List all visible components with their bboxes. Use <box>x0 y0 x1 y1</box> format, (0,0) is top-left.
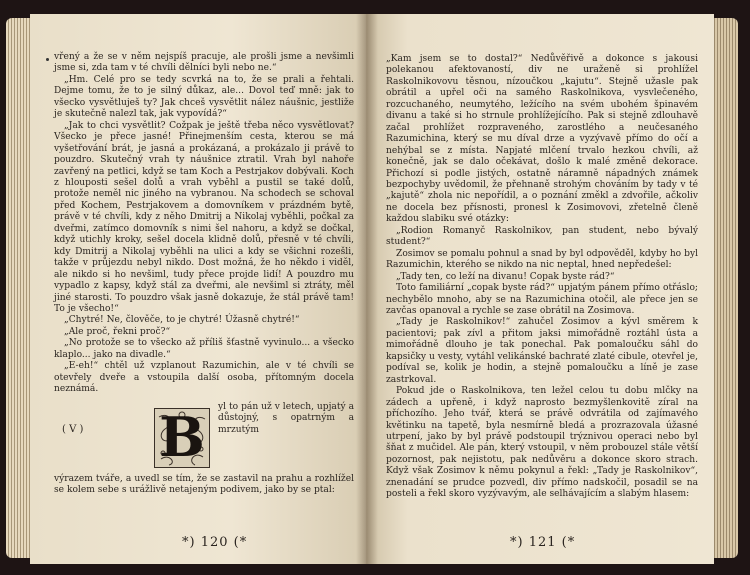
paragraph: „No protože se to všecko až příliš šťastně vyvinulo... a všecko klaplo... jako na divadle.“ <box>54 338 354 360</box>
paragraph: „Jak to chci vysvětlit? Cožpak je ještě třeba něco vysvětlovat? Všecko je přece jasné! Přinejmenším cesta, kterou se má vyšetřování brát, je jasná a prokázaná, a prokázalo ji právě to pouzdro. Skutečný vrah ty náušnice ztratil. Vrah byl nahoře zavřený na petlici, když se tam Koch a Pestrjakov dobývali. Koch z hlouposti sešel dolů a vrah vyběhl a pustil se také dolů, protože neměl nic jiného na vybranou. Na schodech se schoval před Kochem, Pestrjakovem a domovníkem v prázdném bytě, právě v té chvíli, kdy z něho Dmitrij a Nikolaj vyběhli, počkal za dveřmi, zatímco domovník s nimi šel nahoru, a když se dočkal, když utichly kroky, sešel docela klidně dolů, přesně v té chvíli, kdy Dmitrij a Nikolaj vyběhli na ulici a kdy se všichni rozešli, takže v průjezdu nebyl nikdo. Dost možná, že ho někdo i viděl, ale nikdo si ho nevšiml, tudy přece projde lidí! A pouzdro mu vypadlo z kapsy, když stál za dveřmi, ale nevšiml si ztráty, měl jiné starosti. To pouzdro však jasně dokazuje, že stál právě tam! To je všecho!“ <box>54 120 354 314</box>
paragraph: „Kam jsem se to dostal?“ Nedůvěřivě a dokonce s jakousi polekanou afektovaností, div ne uraženě si prohlížel Raskolnikovovu těsnou, nízoučkou „kajutu“. Stejně užasle pak obrátil a upřel oči na samého Raskolnikova, vysvlečeného, rozcuchaného, neumytého, ležícího na svém ubohém špinavém divanu a také si ho strnule prohlížejícího. Pak si stejně zdlouhavě začal prohlížet rozpraveného, zarostlého a neučesaného Razumichina, který se mu díval drze a vyzývavě přímo do očí a nehýbal se z místa. Napjaté mlčení trvalo hezkou chvíli, až konečně, jak se dalo očekávat, došlo k malé změně dekorace. Přichozí si podle jistých, ostatně náramně nápadných známek bezpochyby uvědomil, že přehnaně strohým chováním by tady v té „kajutě“ zhola nic nepořídil, a o poznání změkl a zdvořile, ačkoliv ne docela bez přísnosti, pronesl k Zosimovovi, zřetelně členě každou slabiku své otázky: <box>386 54 698 225</box>
book-gutter <box>356 14 378 564</box>
decorated-initial <box>154 408 210 468</box>
paragraph: Pokud jde o Raskolnikova, ten ležel celou tu dobu mlčky na zádech a upřeně, i když naprosto bezmyšlenkovitě zíral na příchozího. Jeho tvář, která se právě odvrátila od zajímavého květinku na tapetě, byla nesmírně bledá a prozrazovala úžasné utrpení, jako by byl právě podstoupil trýznivou operaci nebo byl šňat z mučidel. Ale pán, který vstoupil, v něm probouzel stále větší pozornost, pak nejistotu, pak nedůvěru a dokonce skoro strach. Když však Zosimov k němu pokynul a řekl: „Tady je Raskolnikov“, znenadání se prudce pozvedl, div přímo nadskočil, posadil se na posteli a řekl skoro vyzývavým, ale selhávajícím a slabým hlasem: <box>386 386 698 500</box>
page-number-right: *) 121 (* <box>510 535 576 550</box>
paragraph: výrazem tváře, a uvedl se tím, že se zastavil na prahu a rozhlížel se kolem sebe s urážlivě netajeným podivem, jako by se ptal: <box>54 473 354 496</box>
paragraph: „Tady je Raskolnikov!“ zahučel Zosimov a kývl směrem k pacientovi; pak zívl a přitom jaksi mimořádně roztáhl ústa a mimořádně dlouho je tak ponechal. Pak pomaloučku sáhl do kapsičky u vesty, vytáhl velikánské bachraté zlaté cibule, otevřel je, podíval se, kolik je hodin, a stejně pomaloučku a líně je zase zastrkoval. <box>386 317 698 385</box>
paragraph: vřený a že se v něm nejspíš pracuje, ale prošli jsme a nevšimli jsme si, zda tam v té chvíli dělníci byli nebo ne.“ <box>54 52 354 74</box>
paragraph: „E-eh!“ chtěl už vzplanout Razumichin, ale v té chvíli se otevřely dveře a vstoupila další osoba, přítomným docela neznámá. <box>54 361 354 395</box>
right-page <box>366 14 714 564</box>
page-edges-right <box>712 18 738 558</box>
initial-continuation: yl to pán už v letech, upjatý a důstojný, s opatrným a mrzutým <box>218 401 354 435</box>
right-page-text <box>386 54 698 501</box>
initial-letter: B <box>159 407 205 468</box>
left-page <box>30 14 366 564</box>
paragraph: Toto familiární „copak byste rád?“ upjatým pánem přímo otřáslo; nechybělo mnoho, aby se na Razumichina otočil, ale přece jen se zavčas opanoval a rychle se zase obrátil na Zosimova. <box>386 283 698 316</box>
paragraph: „Hm. Celé pro se tedy scvrká na to, že se prali a řehtali. Dejme tomu, že to je silný důkaz, ale... Dovol teď mně: jak to všecko vysvětluješ ty? Jak chceš vysvětlit nález náušnic, jestliže je skutečně nalezl tak, jak vypovídá?“ <box>54 74 354 120</box>
section-label: ( V ) <box>62 423 84 435</box>
paragraph: „Ale proč, řekni proč?“ <box>64 326 171 337</box>
page-number-left: *) 120 (* <box>182 535 248 550</box>
paragraph: „Rodion Romanyč Raskolnikov, pan student, nebo bývalý student?“ <box>386 225 698 248</box>
paragraph: „Tady ten, co leží na divanu! Copak byste rád?“ <box>396 271 615 282</box>
bullet-mark <box>46 58 49 61</box>
paragraph: Zosimov se pomalu pohnul a snad by byl odpověděl, kdyby ho byl Razumichin, kterého se nikdo na nic neptal, hned nepředešel: <box>386 248 698 271</box>
left-page-text <box>54 52 354 510</box>
paragraph: „Chytré! Ne, člověče, to je chytré! Úžasně chytré!“ <box>64 315 300 326</box>
chapter-opening <box>54 402 354 510</box>
